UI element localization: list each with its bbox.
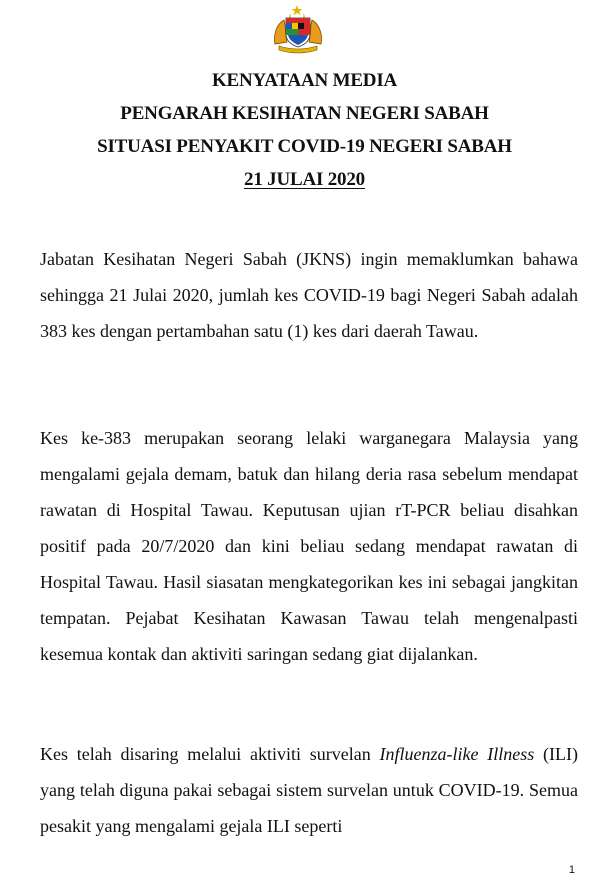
heading-subject: SITUASI PENYAKIT COVID-19 NEGERI SABAH	[97, 136, 512, 157]
heading-title: KENYATAAN MEDIA	[211, 70, 398, 91]
paragraph-2: Kes ke-383 merupakan seorang lelaki warganegara Malaysia yang mengalami gejala demam, batuk dan hilang deria rasa sebelum mendapat rawatan di Hospital Tawau. Keputusan ujian rT-PCR beliau disahkan positif pada 20/7/2020 dan kini beliau sedang mendapat rawatan di Hospital Tawau. Hasil siasatan mengkategorikan kes ini sebagai jangkitan tempatan. Pejabat Kesihatan Kawasan Tawau telah mengenalpasti kesemua kontak dan aktiviti saringan sedang giat dijalankan.	[40, 428, 578, 664]
paragraph-1: Jabatan Kesihatan Negeri Sabah (JKNS) ingin memaklumkan bahawa sehingga 21 Julai 2020, jumlah kes COVID-19 bagi Negeri Sabah adalah 383 kes dengan pertambahan satu (1) kes dari daerah Tawau.	[40, 249, 578, 341]
coat-of-arms-icon	[271, 4, 325, 54]
paragraph-3-text-end: (ILI) yang telah diguna pakai sebagai sistem survelan untuk COVID-19. Semua pesakit yang mengalami gejala ILI seperti	[40, 744, 578, 836]
page-number: 1	[568, 864, 575, 876]
paragraph-3	[40, 736, 578, 844]
document-heading	[0, 64, 609, 196]
paragraph-3-italic-term: Influenza-like Illness	[379, 744, 535, 764]
heading-date: 21 JULAI 2020	[244, 169, 365, 190]
heading-issuer: PENGARAH KESIHATAN NEGERI SABAH	[120, 103, 489, 124]
paragraph-3-text-start: Kes telah disaring melalui aktiviti survelan	[40, 744, 380, 764]
